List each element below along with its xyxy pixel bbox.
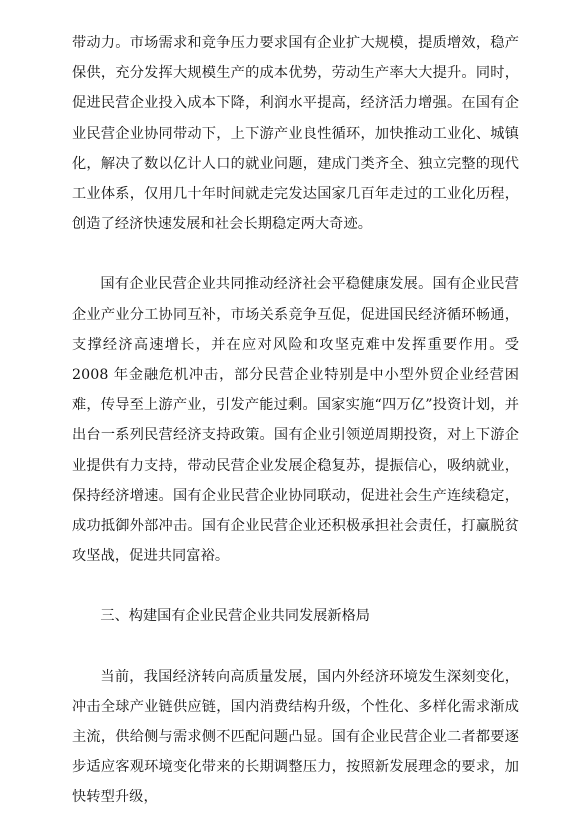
paragraph-cooperation: 国有企业民营企业共同推动经济社会平稳健康发展。国有企业民营企业产业分工协同互补，市场关系竞争互促，促进国民经济循环畅通，支撑经济高速增长，并在应对风险和攻坚克难中发挥重要作用。受 2008 年金融危机冲击，部分民营企业特别是中小型外贸企业经营困难，传导至上游产业，引发产能过剩。国家实施“四万亿”投资计划，并出台一系列民营经济支持政策。国有企业引领逆周期投资，对上下游企业提供有力支持，带动民营企业发展企稳复苏，提振信心，吸纳就业，保持经济增速。国有企业民营企业协同联动，促进社会生产连续稳定，成功抵御外部冲击。国有企业民营企业还积极承担社会责任，打赢脱贫攻坚战，促进共同富裕。: [72, 276, 519, 565]
paragraph-current: 当前，我国经济转向高质量发展，国内外经济环境发生深刻变化，冲击全球产业链供应链，国内消费结构升级，个性化、多样化需求渐成主流，供给侧与需求侧不匹配问题凸显。国有企业民营企业二者都要逐步适应客观环境变化带来的长期调整压力，按照新发展理念的要求，加快转型升级，: [72, 668, 519, 806]
paragraph-spacer: [72, 632, 519, 662]
document-page: [72, 28, 519, 813]
paragraph-spacer: [72, 571, 519, 601]
paragraph-continuation: 带动力。市场需求和竞争压力要求国有企业扩大规模，提质增效，稳产保供，充分发挥大规模生产的成本优势，劳动生产率大大提升。同时，促进民营企业投入成本下降，利润水平提高，经济活力增强。在国有企业民营企业协同带动下，上下游产业良性循环，加快推动工业化、城镇化，解决了数以亿计人口的就业问题，建成门类齐全、独立完整的现代工业体系，仅用几十年时间就走完发达国家几百年走过的工业化历程，创造了经济快速发展和社会长期稳定两大奇迹。: [72, 35, 519, 233]
section-heading: 三、构建国有企业民营企业共同发展新格局: [100, 608, 370, 625]
paragraph-spacer: [72, 239, 519, 269]
